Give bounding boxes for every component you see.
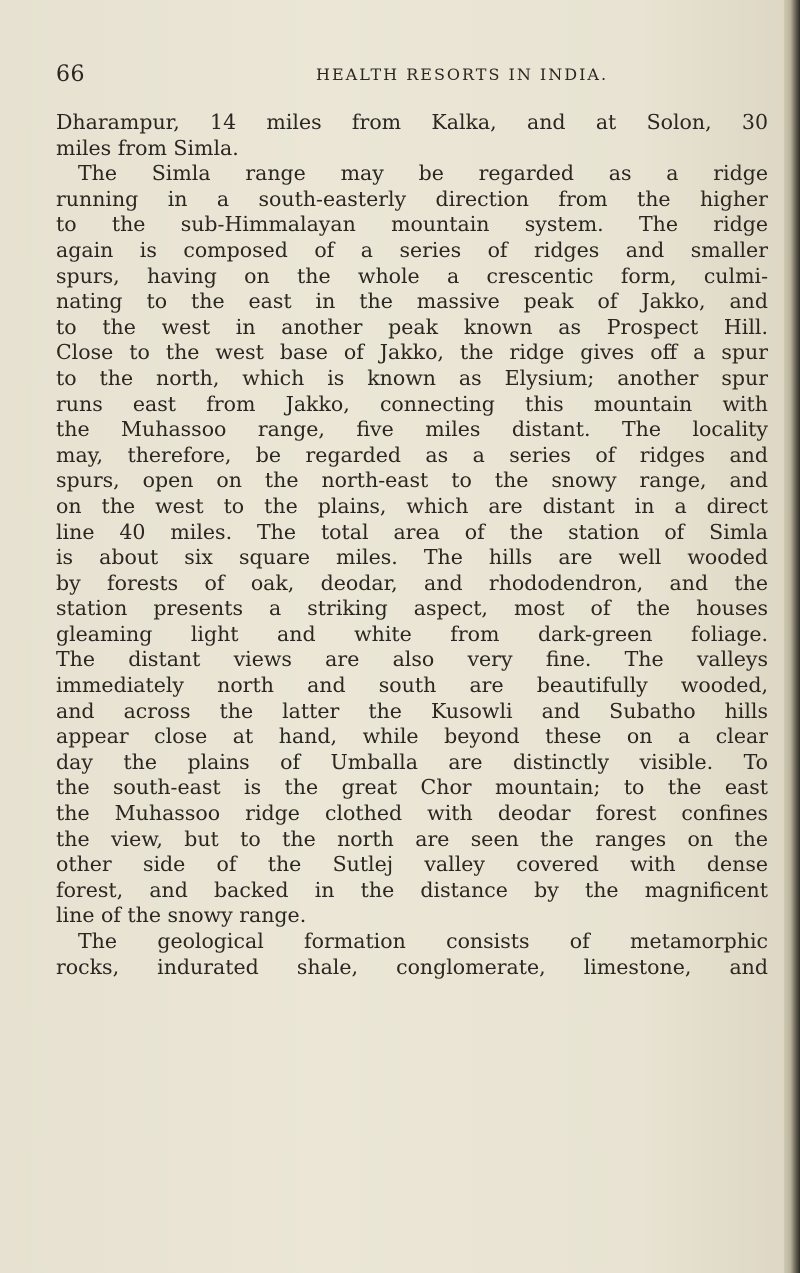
text-line: on the west to the plains, which are distant in a direct <box>56 493 768 518</box>
text-line: immediately north and south are beautifully wooded, <box>56 673 768 698</box>
text-line: The distant views are also very fine. The valleys <box>56 647 768 672</box>
text-line: line 40 miles. The total area of the station of Simla <box>56 519 768 544</box>
page-header <box>56 62 756 88</box>
text-line: and across the latter the Kusowli and Subatho hills <box>56 698 768 723</box>
text-line: miles from Simla. <box>56 135 239 160</box>
body-text <box>56 110 768 980</box>
text-line: may, therefore, be regarded as a series of ridges and <box>56 442 768 467</box>
text-line: spurs, open on the north-east to the snowy range, and <box>56 468 768 493</box>
running-title: HEALTH RESORTS IN INDIA. <box>316 65 609 84</box>
text-line: rocks, indurated shale, conglomerate, limestone, and <box>56 954 768 979</box>
text-line: spurs, having on the whole a crescentic form, culmi- <box>56 263 768 288</box>
page-number: 66 <box>56 62 85 87</box>
text-line: forest, and backed in the distance by the magnificent <box>56 877 768 902</box>
text-line: is about six square miles. The hills are well wooded <box>56 545 768 570</box>
text-line: to the north, which is known as Elysium; another spur <box>56 365 768 390</box>
text-line: the south-east is the great Chor mountain; to the east <box>56 775 768 800</box>
text-line: the view, but to the north are seen the ranges on the <box>56 826 768 851</box>
text-line: line of the snowy range. <box>56 903 307 928</box>
page-binding-edge <box>784 0 800 1273</box>
text-line: appear close at hand, while beyond these on a clear <box>56 724 768 749</box>
text-line: other side of the Sutlej valley covered with dense <box>56 852 768 877</box>
paragraph-start-line: The Simla range may be regarded as a ridge <box>78 161 768 186</box>
text-line: running in a south-easterly direction from the higher <box>56 186 768 211</box>
text-line: nating to the east in the massive peak of Jakko, and <box>56 289 768 314</box>
text-line: Dharampur, 14 miles from Kalka, and at Solon, 30 <box>56 110 768 134</box>
text-line: gleaming light and white from dark-green foliage. <box>56 621 768 646</box>
text-line: the Muhassoo range, five miles distant. The locality <box>56 417 768 442</box>
text-line: day the plains of Umballa are distinctly visible. To <box>56 749 768 774</box>
paragraph-start-line: The geological formation consists of metamorphic <box>78 929 768 953</box>
text-line: to the west in another peak known as Prospect Hill. <box>56 314 768 339</box>
text-line: station presents a striking aspect, most of the houses <box>56 596 768 621</box>
text-line: runs east from Jakko, connecting this mountain with <box>56 391 768 416</box>
text-line: to the sub-Himmalayan mountain system. The ridge <box>56 212 768 237</box>
text-line: by forests of oak, deodar, and rhododendron, and the <box>56 570 768 595</box>
text-line: Close to the west base of Jakko, the ridge gives off a spur <box>56 340 768 365</box>
text-line: the Muhassoo ridge clothed with deodar forest confines <box>56 801 768 826</box>
text-line: again is composed of a series of ridges and smaller <box>56 237 768 262</box>
